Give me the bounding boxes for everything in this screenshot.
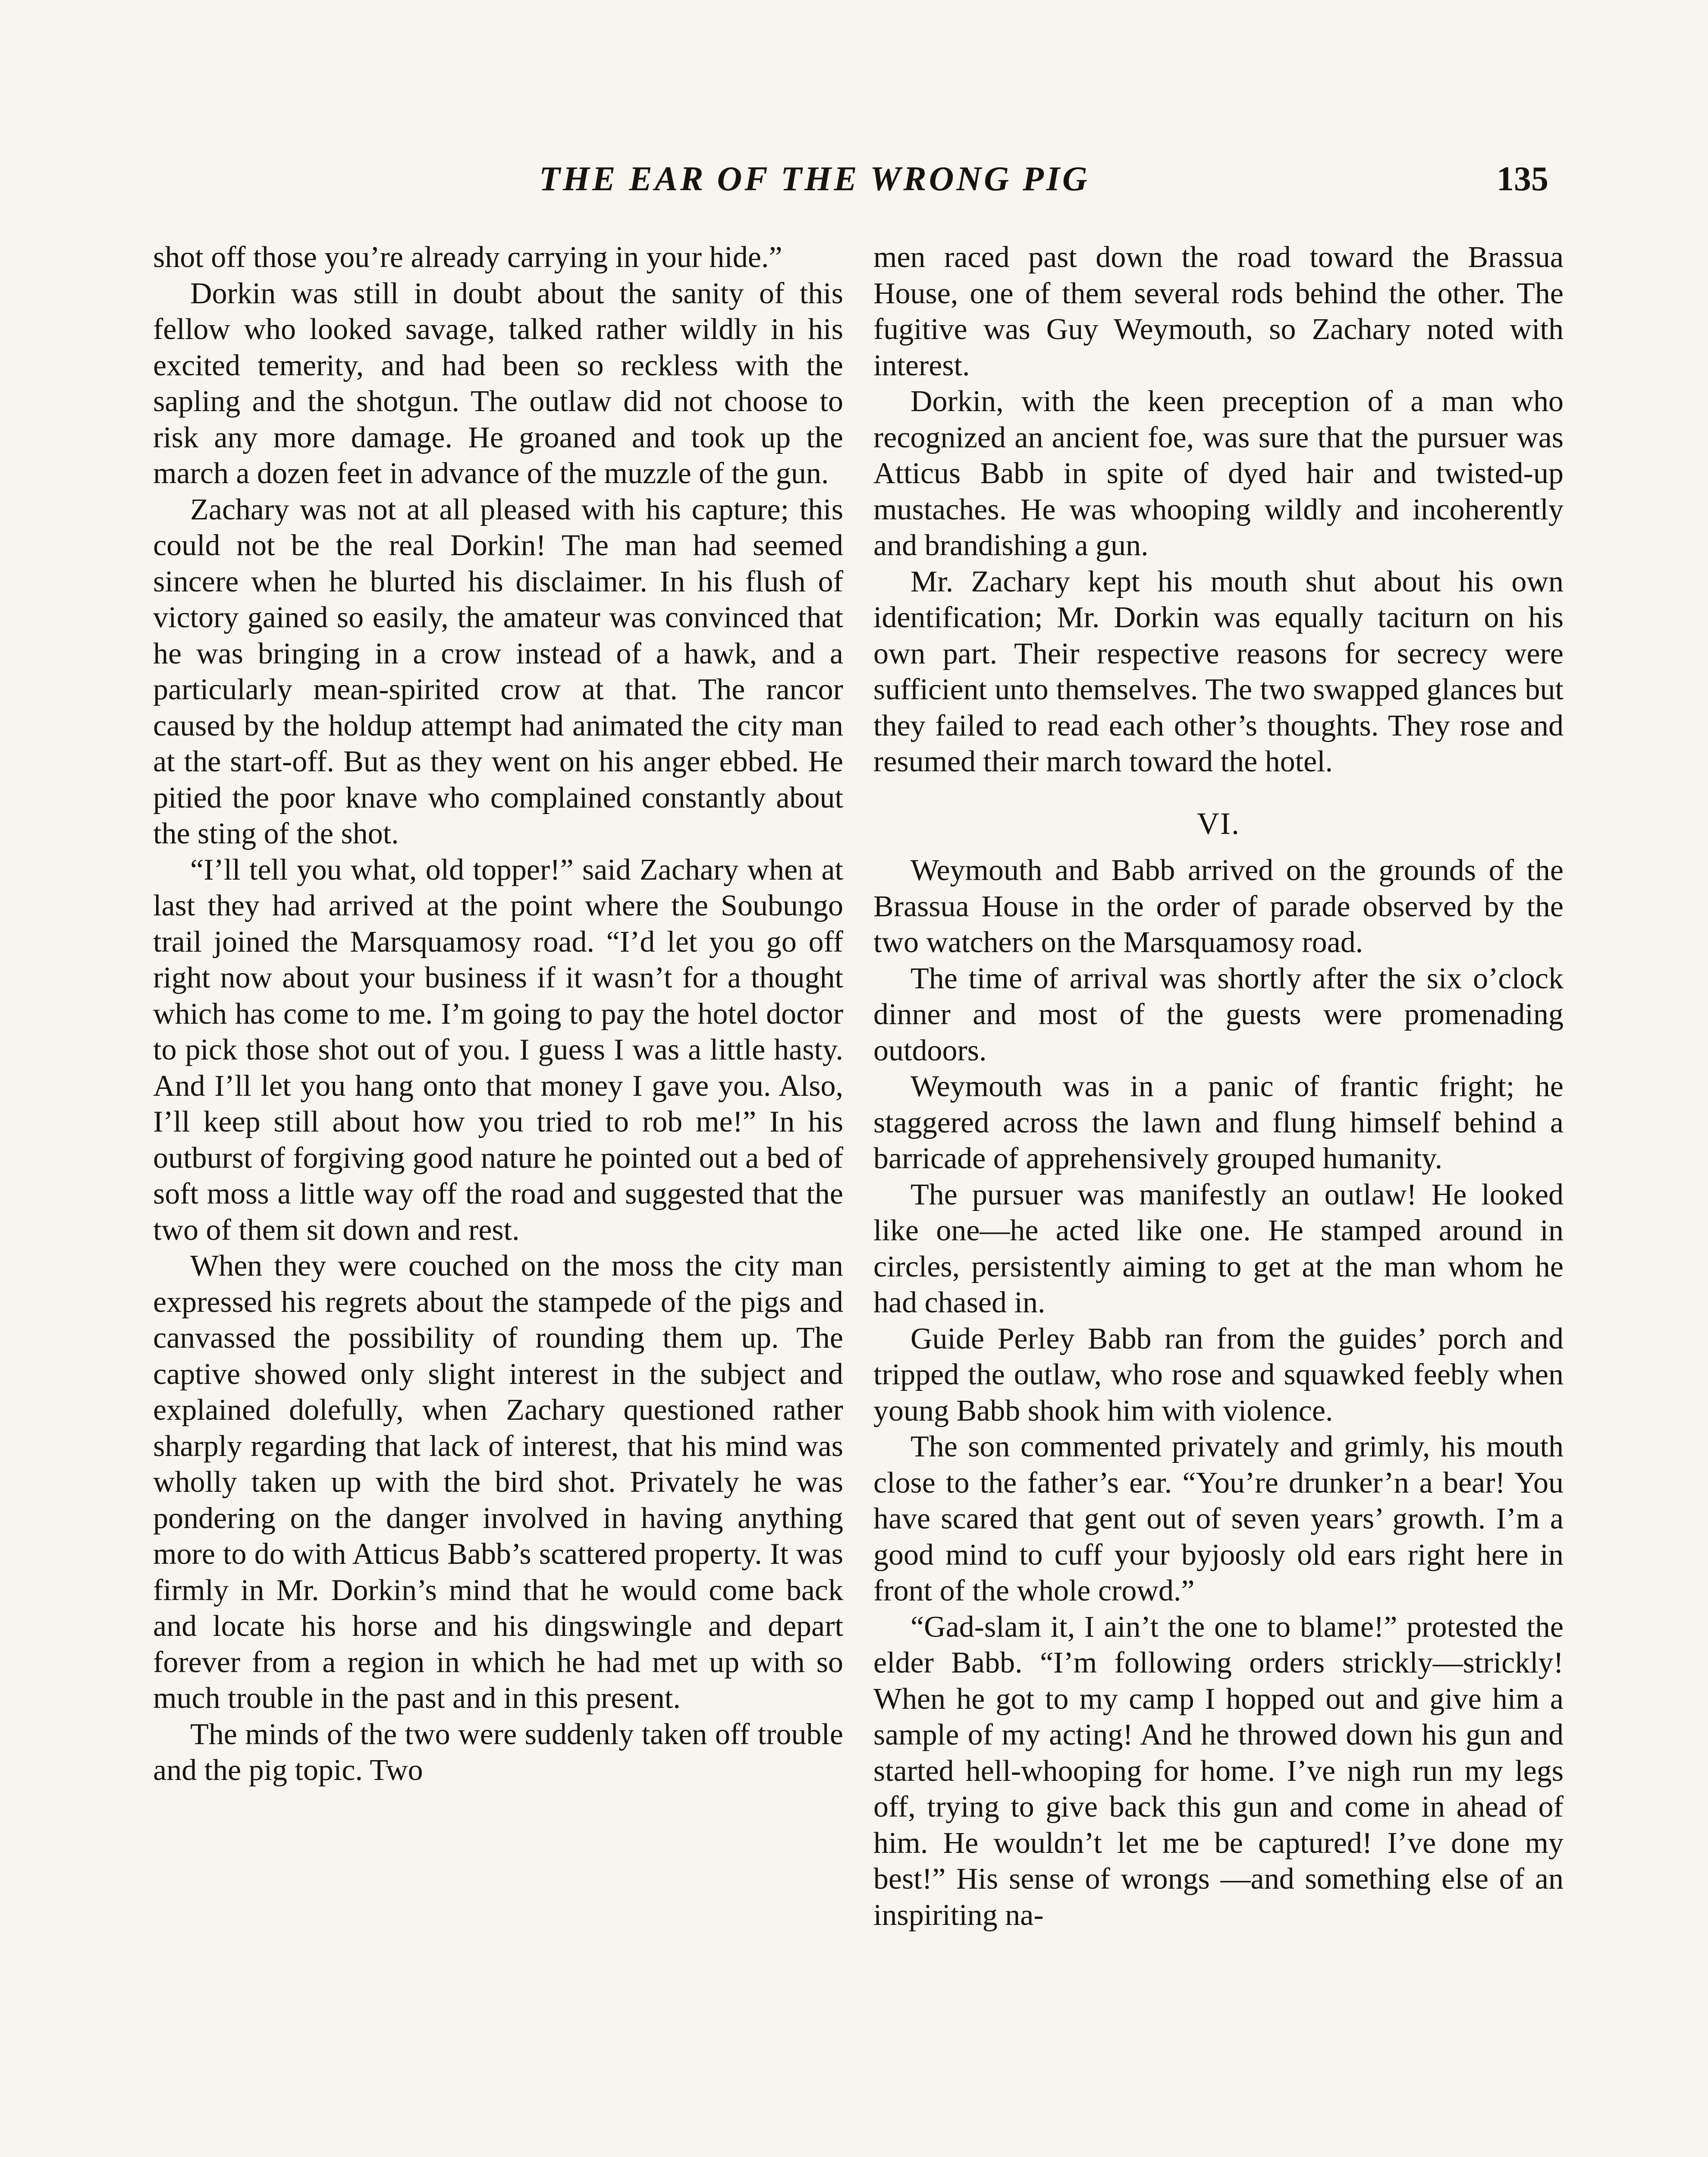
section-heading: VI. [1197,806,1240,841]
running-title: THE EAR OF THE WRONG PIG [539,160,1090,198]
paragraph: Dorkin was still in doubt about the sanity of this fellow who looked savage, talked rather wildly in his excited temerity, and had been so reckless with the sapling and the shotgun. The outlaw did not choose to risk any more damage. He groaned and took up the march a dozen feet in advance of the muzzle of the gun. [153,277,843,490]
paragraph: “I’ll tell you what, old topper!” said Zachary when at last they had arrived at the point where the Soubungo trail joined the Marsquamosy road. “I’d let you go off right now about your business if it wasn’t for a thought which has come to me. I’m going to pay the hotel doctor to pick those shot out of you. I guess I was a little hasty. And I’ll let you hang onto that money I gave you. Also, I’ll keep still about how you tried to rob me!” In his outburst of forgiving good nature he pointed out a bed of soft moss a little way off the road and suggested that the two of them sit down and rest. [153,853,843,1247]
page-number: 135 [1497,160,1548,198]
paragraph: The pursuer was manifestly an outlaw! He looked like one—he acted like one. He stamped around in circles, persistently aiming to get at the man whom he had chased in. [873,1178,1564,1319]
paragraph: Mr. Zachary kept his mouth shut about his own identification; Mr. Dorkin was equally taciturn on his own part. Their respective reasons for secrecy were sufficient unto themselves. The two swapped glances but they failed to read each other’s thoughts. They rose and resumed their march toward the hotel. [873,565,1564,778]
paragraph: shot off those you’re already carrying in your hide.” [153,241,782,274]
paragraph: men raced past down the road toward the Brassua House, one of them several rods behind the other. The fugitive was Guy Weymouth, so Zachary noted with interest. [873,241,1564,382]
paragraph: Weymouth was in a panic of frantic fright; he staggered across the lawn and flung himself behind a barricade of apprehensively grouped humanity. [873,1070,1564,1175]
page-header [151,160,1548,211]
paragraph: Guide Perley Babb ran from the guides’ porch and tripped the outlaw, who rose and squawked feebly when young Babb shook him with violence. [873,1322,1564,1428]
paragraph: The minds of the two were suddenly taken off trouble and the pig topic. Two [153,1717,843,1787]
paragraph: Zachary was not at all pleased with his capture; this could not be the real Dorkin! The man had seemed sincere when he blurted his disclaimer. In his flush of victory gained so easily, the amateur was convinced that he was bringing in a crow instead of a hawk, and a particularly mean-spirited crow at that. The rancor caused by the holdup attempt had animated the city man at the start-off. But as they went on his anger ebbed. He pitied the poor knave who complained constantly about the sting of the shot. [153,493,843,850]
paragraph: When they were couched on the moss the city man expressed his regrets about the stampede of the pigs and canvassed the possibility of rounding them up. The captive showed only slight interest in the subject and explained dolefully, when Zachary questioned rather sharply regarding that lack of interest, that his mind was wholly taken up with the bird shot. Privately he was pondering on the danger involved in having anything more to do with Atticus Babb’s scattered property. It was firmly in Mr. Dorkin’s mind that he would come back and locate his horse and his dingswingle and depart forever from a region in which he had met up with so much trouble in the past and in this present. [153,1249,843,1715]
paragraph: “Gad-slam it, I ain’t the one to blame!” protested the elder Babb. “I’m following orders strickly—strickly! When he got to my camp I hopped out and give him a sample of my acting! And he throwed down his gun and started hell-whooping for home. I’ve nigh run my legs off, trying to give back this gun and come in ahead of him. He wouldn’t let me be captured! I’ve done my best!” His sense of wrongs —and something else of an inspiriting na- [873,1610,1564,1932]
paragraph: The son commented privately and grimly, his mouth close to the father’s ear. “You’re drunker’n a bear! You have scared that gent out of seven years’ growth. I’m a good mind to cuff your byjoosly old ears right here in front of the whole crowd.” [873,1430,1564,1607]
left-column [153,239,843,1789]
paragraph: Dorkin, with the keen preception of a man who recognized an ancient foe, was sure that the pursuer was Atticus Babb in spite of dyed hair and twisted-up mustaches. He was whooping wildly and incoherently and brandishing a gun. [873,385,1564,562]
right-column [873,239,1564,1933]
paragraph: The time of arrival was shortly after the six o’clock dinner and most of the guests were promenading outdoors. [873,962,1564,1067]
paragraph: Weymouth and Babb arrived on the grounds of the Brassua House in the order of parade observed by the two watchers on the Marsquamosy road. [873,854,1564,959]
